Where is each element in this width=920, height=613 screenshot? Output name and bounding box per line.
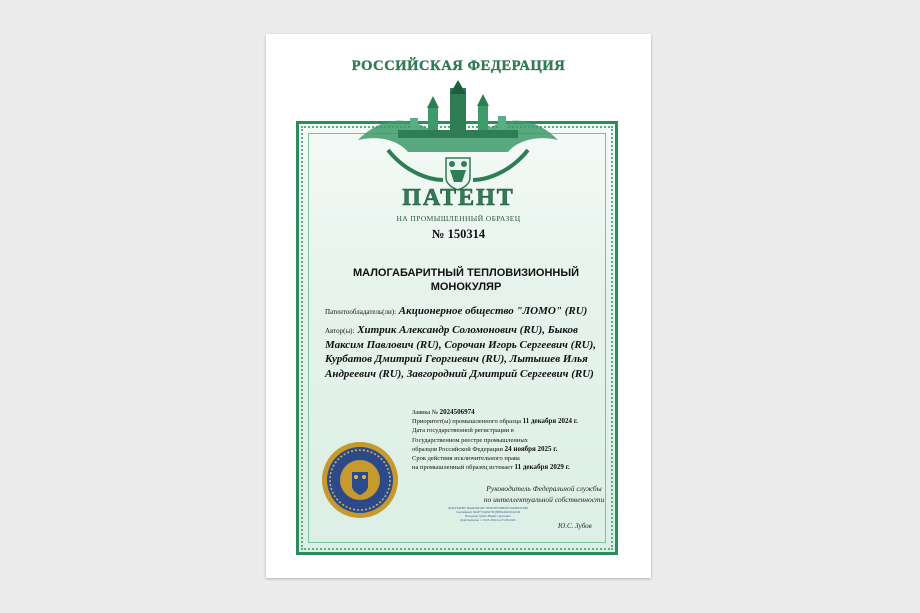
stamp-line-1: ДОКУМЕНТ ПОДПИСАН ЭЛЕКТРОННОЙ ПОДПИСЬЮ (448, 506, 528, 510)
authors-line-3: Курбатов Дмитрий Георгиевич (RU), Лытышев Илья (325, 353, 588, 366)
authors-line-2: Максим Павлович (RU), Сорочан Игорь Сергеевич (RU), (325, 339, 597, 352)
authors-block (325, 323, 615, 381)
priority-date: 11 декабря 2024 г. (522, 417, 578, 426)
authors-label: Автор(ы): (325, 327, 355, 335)
design-name-line-2: МОНОКУЛЯР (430, 281, 502, 293)
expiry-line-1: Срок действия исключительного права (412, 455, 520, 463)
patent-subtitle: НА ПРОМЫШЛЕННЫЙ ОБРАЗЕЦ (396, 214, 521, 223)
priority-label: Приоритет(ы) промышленного образца (412, 418, 521, 426)
registration-line-3: образцов Российской Федерации (412, 445, 504, 453)
country-title: РОССИЙСКАЯ ФЕДЕРАЦИЯ (351, 58, 566, 74)
expiry-line-2: на промышленный образец истекает (412, 464, 513, 472)
signatory-title-line-2: по интеллектуальной собственности (483, 494, 605, 504)
registration-line-2: Государственном реестре промышленных (412, 436, 528, 444)
authors-line-4: Андреевич (RU), Завгородний Дмитрий Сергеевич (RU) (325, 367, 594, 380)
registration-line-1: Дата государственной регистрации в (412, 427, 514, 435)
holder-value: Акционерное общество "ЛОМО" (RU) (398, 305, 588, 317)
design-name (346, 266, 586, 294)
expiry-date: 11 декабря 2029 г. (514, 463, 570, 472)
design-name-line-1: МАЛОГАБАРИТНЫЙ ТЕПЛОВИЗИОННЫЙ (352, 267, 580, 279)
kremlin-emblem-icon (358, 80, 558, 200)
signatory-title (474, 484, 614, 505)
application-details (412, 408, 612, 472)
gold-seal-icon (320, 440, 400, 520)
signatory-title-line-1: Руководитель Федеральной службы (486, 484, 602, 493)
stamp-line-2: Сертификат 69a8772a9bd76f1f838e4bb6f16e5d0 (455, 510, 521, 514)
patent-number: № 150314 (431, 227, 486, 241)
application-number-label: Заявка № (412, 409, 438, 416)
patent-holder (325, 305, 615, 317)
registration-date: 24 ноября 2025 г. (504, 444, 558, 453)
authors-line-1: Хитрик Александр Соломонович (RU), Быков (357, 324, 578, 336)
application-number: 2024506974 (439, 408, 475, 416)
stamp-line-4: Действителен с 10.05.2024 по 03.08.2025 (460, 518, 516, 522)
patent-title: ПАТЕНТ (402, 185, 515, 211)
signer-name: Ю.С. Зубов (558, 522, 592, 530)
electronic-signature-stamp (446, 506, 530, 538)
stamp-line-3: Владелец Зубов Юрий Сергеевич (465, 514, 511, 518)
holder-label: Патентообладатель(ли): (325, 308, 397, 316)
